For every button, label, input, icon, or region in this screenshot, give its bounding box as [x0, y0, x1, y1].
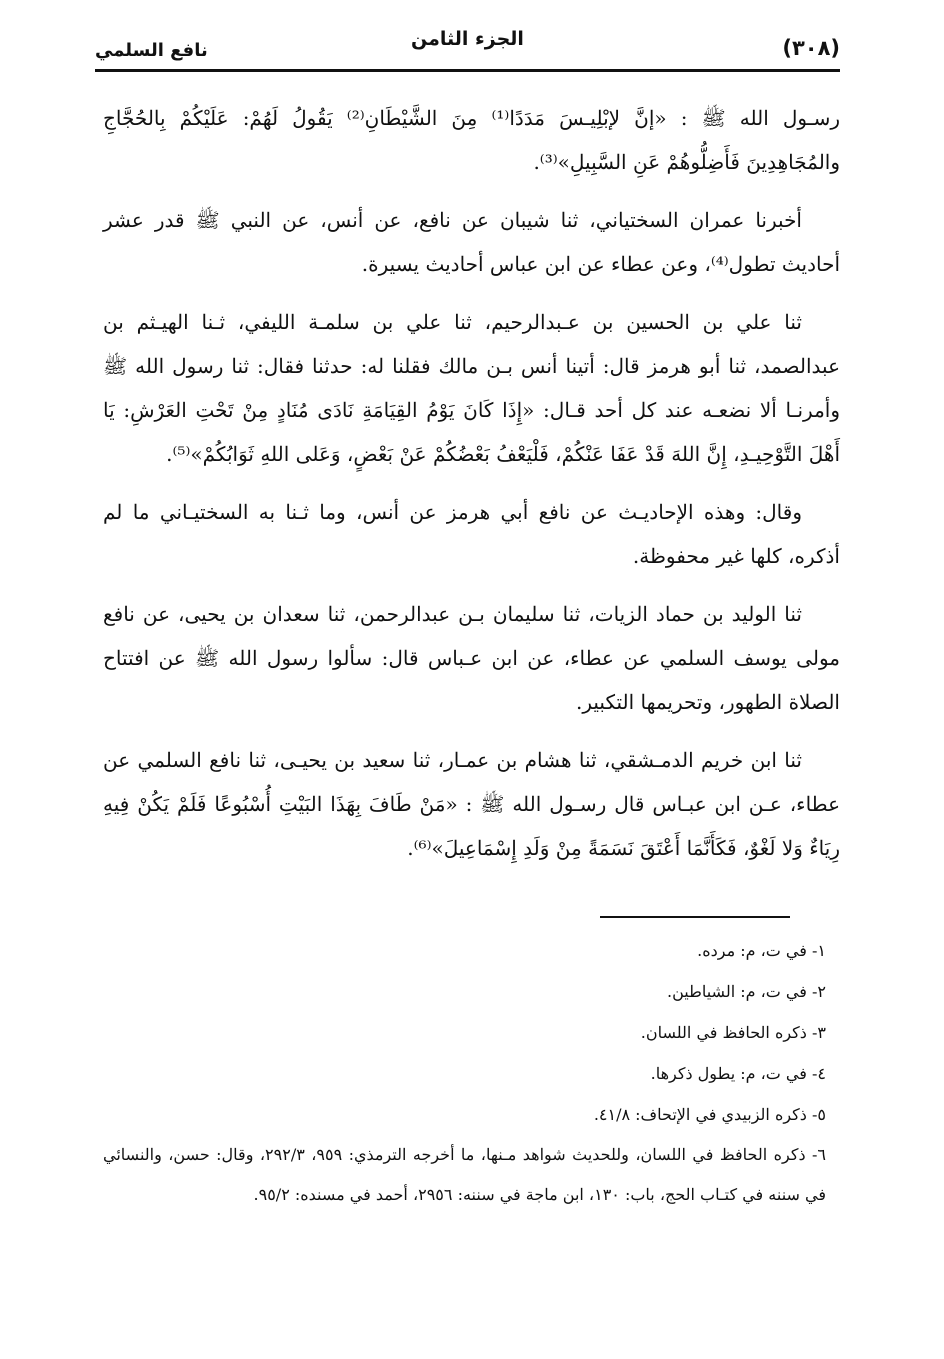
- paragraph-4: وقال: وهذه الإحاديـث عن نافع أبي هرمز عن أنس، وما ثـنا به السختيـاني ما لم أذكره، كلها غير محفوظة.: [103, 500, 840, 568]
- paragraph-1: رسـول الله ﷺ : «إنَّ لإبْلِيـسَ مَدَدًا⁽¹⁾ مِنَ الشَّيْطَانِ⁽²⁾ يَقُولُ لَهُمْ: عَلَيْكُمْ بِالحُجَّاجِ والمُجَاهِدِينَ فَأَضِلُّوهُمْ عَنِ السَّبِيلِ»⁽³⁾.: [103, 106, 840, 174]
- paragraph-6: ثنا ابن خريم الدمـشقي، ثنا هشام بن عمـار، ثنا سعيد بن يحيـى، ثنا نافع السلمي عن عطاء، عـن ابن عبـاس قال رسـول الله ﷺ : «مَنْ طَافَ بِهَذَا البَيْتِ أُسْبُوعًا فَلَمْ يَكُنْ فِيهِ رِيَاءٌ وَلا لَغْوٌ، فَكَأَنَّمَا أَعْتَقَ نَسَمَةً مِنْ وَلَدِ إِسْمَاعِيلَ»⁽⁶⁾.: [103, 748, 840, 860]
- footnote-4: ٤- في ت، م: يطول ذكرها.: [650, 1064, 826, 1083]
- footnote-3: ٣- ذكره الحافظ في اللسان.: [640, 1023, 826, 1042]
- footnote-2: ٢- في ت، م: الشياطين.: [667, 982, 826, 1001]
- footnote-6: ٦- ذكره الحافظ في اللسان، وللحديث شواهد مـنها، ما أخرجه الترمذي: ٩٥٩، ٢٩٢/٣، وقال: حسن، والنسائي في سننه في كتـاب الحج، باب: ١٣٠، ابن ماجة في سننه: ٢٩٥٦، أحمد في مسنده: ٩٥/٢.: [103, 1145, 826, 1204]
- paragraph-2: أخبرنا عمران السختياني، ثنا شيبان عن نافع، عن أنس، عن النبي ﷺ قدر عشر أحاديث تطول⁽⁴⁾، وعن عطاء عن ابن عباس أحاديث يسيرة.: [103, 208, 840, 276]
- paragraph-3: ثنا علي بن الحسين بن عـبدالرحيم، ثنا علي بن سلمـة الليفي، ثـنا الهيـثم بن عبدالصمد، ثنا أبو هرمز قال: أتينا أنس بـن مالك فقلنا له: حدثنا فقال: ثنا رسول الله ﷺ وأمرنـا ألا نضعـه عند كل أحد قـال: «إِذَا كَانَ يَوْمُ القِيَامَةِ نَادَى مُنَادٍ مِنْ تَحْتِ العَرْشِ: يَا أَهْلَ التَّوْحِيـدِ، إِنَّ اللهَ قَدْ عَفَا عَنْكُمْ، فَلْيَعْفُ بَعْضُكُمْ عَنْ بَعْضٍ، وَعَلى اللهِ ثَوَابُكُمْ»⁽⁵⁾.: [103, 310, 840, 466]
- footnote-5: ٥- ذكره الزبيدي في الإتحاف: ٤١/٨.: [593, 1105, 826, 1124]
- footnote-separator: [600, 916, 790, 918]
- paragraph-5: ثنا الوليد بن حماد الزيات، ثنا سليمان بـن عبدالرحمن، ثنا سعدان بن يحيى، عن نافع مولى يوسف السلمي عن عطاء، عن ابن عـباس قال: سألوا رسول الله ﷺ عن افتتاح الصلاة الطهور، وتحريمها التكبير.: [103, 602, 840, 714]
- page-number: (٣٠٨): [782, 36, 840, 60]
- main-text: [103, 96, 840, 884]
- footnote-1: ١- في ت، م: مرده.: [697, 941, 826, 960]
- page-header: [95, 26, 840, 72]
- volume-title: الجزء الثامن: [411, 28, 524, 50]
- section-author: نافع السلمي: [95, 40, 208, 61]
- header-rule: [95, 69, 840, 72]
- footnotes: [103, 930, 848, 1215]
